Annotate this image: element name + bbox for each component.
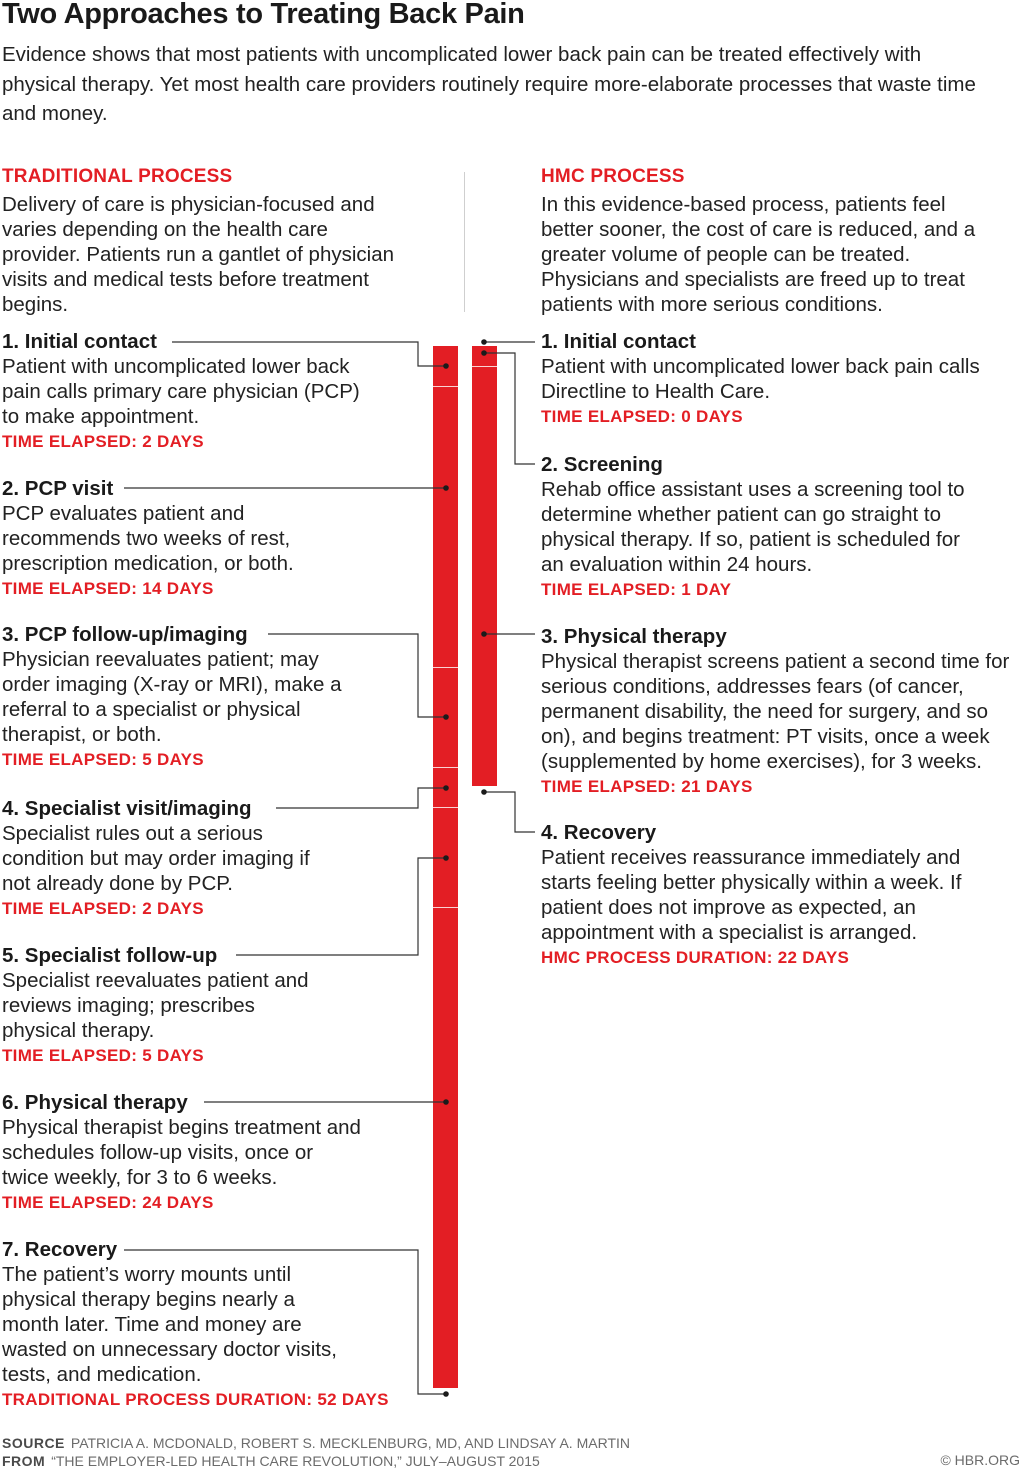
step-title: 3. Physical therapy bbox=[541, 625, 727, 648]
step-title: 6. Physical therapy bbox=[2, 1091, 188, 1114]
time-elapsed: TIME ELAPSED: 5 DAYS bbox=[2, 750, 204, 769]
source-text: PATRICIA A. MCDONALD, ROBERT S. MECKLENBURG, MD, AND LINDSAY A. MARTIN bbox=[70, 1435, 630, 1451]
page-title: Two Approaches to Treating Back Pain bbox=[2, 0, 525, 30]
dot-hmc-1 bbox=[481, 339, 487, 345]
time-elapsed: TIME ELAPSED: 24 DAYS bbox=[2, 1193, 214, 1212]
connector-trad-1 bbox=[172, 342, 446, 366]
time-elapsed: TIME ELAPSED: 1 DAY bbox=[541, 580, 732, 599]
dot-hmc-3 bbox=[481, 631, 487, 637]
hmc-description: In this evidence-based process, patients feel better sooner, the cost of care is reduced, and a greater volume of people can be treated. Physicians and specialists are freed up to treat patients with more serious conditions. bbox=[541, 193, 976, 316]
step-title: 2. Screening bbox=[541, 453, 663, 476]
step-title: 4. Specialist visit/imaging bbox=[2, 797, 252, 820]
step-text: Specialist reevaluates patient and reviews imaging; prescribes physical therapy. bbox=[2, 969, 309, 1042]
dot-trad-1 bbox=[443, 363, 449, 369]
step-text: Rehab office assistant uses a screening tool to determine whether patient can go straight to physical therapy. If so, patient is scheduled for an evaluation within 24 hours. bbox=[541, 478, 965, 576]
traditional-heading: TRADITIONAL PROCESS bbox=[2, 166, 233, 187]
step-text: Patient receives reassurance immediately and starts feeling better physically within a week. If patient does not improve as expected, an appointment with a specialist is arranged. bbox=[541, 846, 962, 944]
source-label: SOURCE bbox=[2, 1435, 65, 1451]
step-text: Patient with uncomplicated lower back pain calls Directline to Health Care. bbox=[541, 355, 980, 403]
step-title: 3. PCP follow-up/imaging bbox=[2, 623, 248, 646]
step-title: 5. Specialist follow-up bbox=[2, 944, 218, 967]
step-title: 1. Initial contact bbox=[541, 330, 696, 353]
footer-credit: © HBR.ORG bbox=[940, 1452, 1020, 1468]
intro-text: Evidence shows that most patients with uncomplicated lower back pain can be treated effectively with physical therapy. Yet most health care providers routinely require more-elaborate processes that waste time and money. bbox=[2, 43, 976, 125]
step-text: The patient’s worry mounts until physical therapy begins nearly a month later. Time and money are wasted on unnecessary doctor visits, tests, and medication. bbox=[2, 1263, 337, 1386]
step-text: Physician reevaluates patient; may order imaging (X-ray or MRI), make a referral to a specialist or physical therapist, or both. bbox=[2, 648, 342, 746]
connector-trad-4 bbox=[276, 788, 446, 808]
step-title: 2. PCP visit bbox=[2, 477, 114, 500]
dot-trad-7 bbox=[443, 1391, 449, 1397]
connector-trad-5 bbox=[236, 858, 446, 955]
step-title: 1. Initial contact bbox=[2, 330, 157, 353]
dot-trad-6 bbox=[443, 1099, 449, 1105]
dot-hmc-2 bbox=[481, 350, 487, 356]
step-text: Patient with uncomplicated lower back pain calls primary care physician (PCP) to make appointment. bbox=[2, 355, 360, 428]
time-elapsed: HMC PROCESS DURATION: 22 DAYS bbox=[541, 948, 850, 967]
time-elapsed: TIME ELAPSED: 0 DAYS bbox=[541, 407, 743, 426]
connector-trad-7 bbox=[124, 1250, 446, 1394]
dot-trad-2 bbox=[443, 485, 449, 491]
time-elapsed: TIME ELAPSED: 2 DAYS bbox=[2, 899, 204, 918]
time-elapsed: TIME ELAPSED: 14 DAYS bbox=[2, 579, 214, 598]
time-elapsed: TIME ELAPSED: 21 DAYS bbox=[541, 777, 753, 796]
from-label: FROM bbox=[2, 1453, 46, 1469]
time-elapsed: TIME ELAPSED: 2 DAYS bbox=[2, 432, 204, 451]
connector-hmc-4 bbox=[484, 792, 535, 832]
traditional-description: Delivery of care is physician-focused and varies depending on the health care provider. Patients run a gantlet of physician visits and medical tests before treatment begins. bbox=[2, 193, 395, 316]
connector-hmc-2 bbox=[484, 353, 535, 464]
connector-trad-3 bbox=[268, 634, 446, 717]
step-text: Physical therapist begins treatment and schedules follow-up visits, once or twice weekly, for 3 to 6 weeks. bbox=[2, 1116, 361, 1189]
dot-hmc-4 bbox=[481, 789, 487, 795]
step-title: 4. Recovery bbox=[541, 821, 657, 844]
dot-trad-4 bbox=[443, 785, 449, 791]
step-title: 7. Recovery bbox=[2, 1238, 118, 1261]
hmc-heading: HMC PROCESS bbox=[541, 166, 685, 187]
time-elapsed: TRADITIONAL PROCESS DURATION: 52 DAYS bbox=[2, 1390, 389, 1409]
footer-source bbox=[2, 1434, 630, 1470]
step-text: Physical therapist screens patient a second time for serious conditions, addresses fears (of cancer, permanent disability, the need for surgery, and so on), and begins treatment: PT visits, once a week (supplemented by home exercises), for 3 weeks. bbox=[541, 650, 1010, 773]
step-text: Specialist rules out a serious condition but may order imaging if not already done by PCP. bbox=[2, 822, 310, 895]
time-elapsed: TIME ELAPSED: 5 DAYS bbox=[2, 1046, 204, 1065]
step-text: PCP evaluates patient and recommends two weeks of rest, prescription medication, or both. bbox=[2, 502, 294, 575]
from-text: “THE EMPLOYER-LED HEALTH CARE REVOLUTION,” JULY–AUGUST 2015 bbox=[51, 1453, 540, 1469]
dot-trad-5 bbox=[443, 855, 449, 861]
dot-trad-3 bbox=[443, 714, 449, 720]
